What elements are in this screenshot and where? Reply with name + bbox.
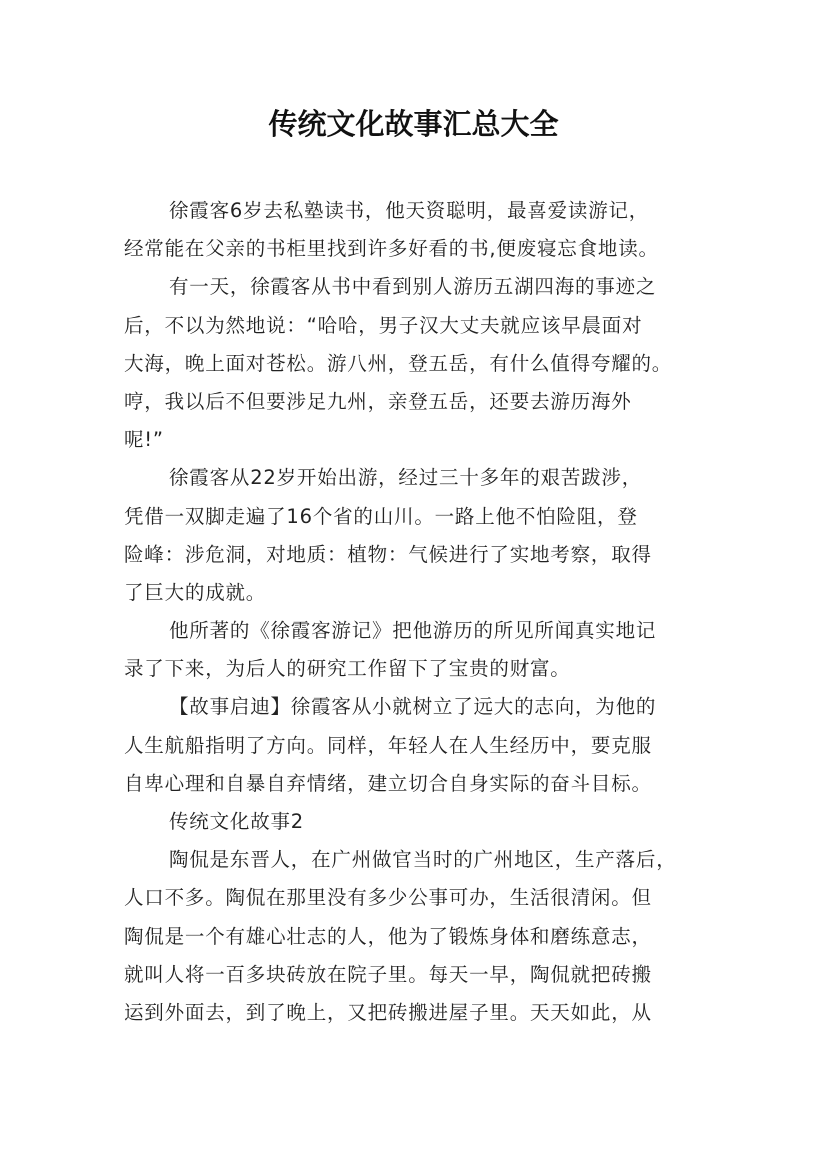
text-line: 哼，我以后不但要涉足九州，亲登五岳，还要去游历海外 [124, 389, 632, 413]
text-line: 大海，晚上面对苍松。游八州，登五岳，有什么值得夸耀的。 [124, 351, 673, 375]
text-line: 就叫人将一百多块砖放在院子里。每天一早，陶侃就把砖搬 [124, 962, 652, 986]
text-line: 【故事启迪】徐霞客从小就树立了远大的志向，为他的 [169, 695, 657, 719]
text-line: 呢!” [124, 428, 164, 452]
text-line: 了巨大的成就。 [124, 580, 267, 604]
document-title: 传统文化故事汇总大全 [268, 107, 559, 141]
text-line: 人生航船指明了方向。同样，年轻人在人生经历中，要克服 [124, 733, 652, 757]
text-line: 后，不以为然地说：“哈哈，男子汉大丈夫就应该早晨面对 [124, 313, 643, 337]
text-line: 徐霞客6岁去私塾读书，他天资聪明，最喜爱读游记， [169, 199, 650, 222]
text-line: 陶侃是一个有雄心壮志的人，他为了锻炼身体和磨练意志， [124, 924, 652, 948]
text-line: 录了下来，为后人的研究工作留下了宝贵的财富。 [124, 657, 571, 681]
text-line: 险峰：涉危洞，对地质：植物：气候进行了实地考察，取得 [124, 542, 652, 566]
text-line: 传统文化故事2 [169, 810, 305, 833]
text-line: 他所著的《徐霞客游记》把他游历的所见所闻真实地记 [169, 619, 657, 643]
text-line: 徐霞客从22岁开始出游，经过三十多年的艰苦跋涉， [169, 466, 643, 490]
text-line: 有一天，徐霞客从书中看到别人游历五湖四海的事迹之 [169, 275, 657, 299]
text-line: 陶侃是东晋人，在广州做官当时的广州地区，生产落后， [169, 848, 677, 872]
text-line: 凭借一双脚走遍了16个省的山川。一路上他不怕险阻，登 [124, 504, 638, 528]
text-line: 运到外面去，到了晚上，又把砖搬进屋子里。天天如此，从 [124, 1000, 652, 1024]
text-line: 经常能在父亲的书柜里找到许多好看的书,便废寝忘食地读。 [124, 237, 659, 261]
text-line: 自卑心理和自暴自弃情绪，建立切合自身实际的奋斗目标。 [124, 771, 652, 795]
text-line: 人口不多。陶侃在那里没有多少公事可办，生活很清闲。但 [124, 886, 652, 910]
document-body [124, 192, 714, 1032]
